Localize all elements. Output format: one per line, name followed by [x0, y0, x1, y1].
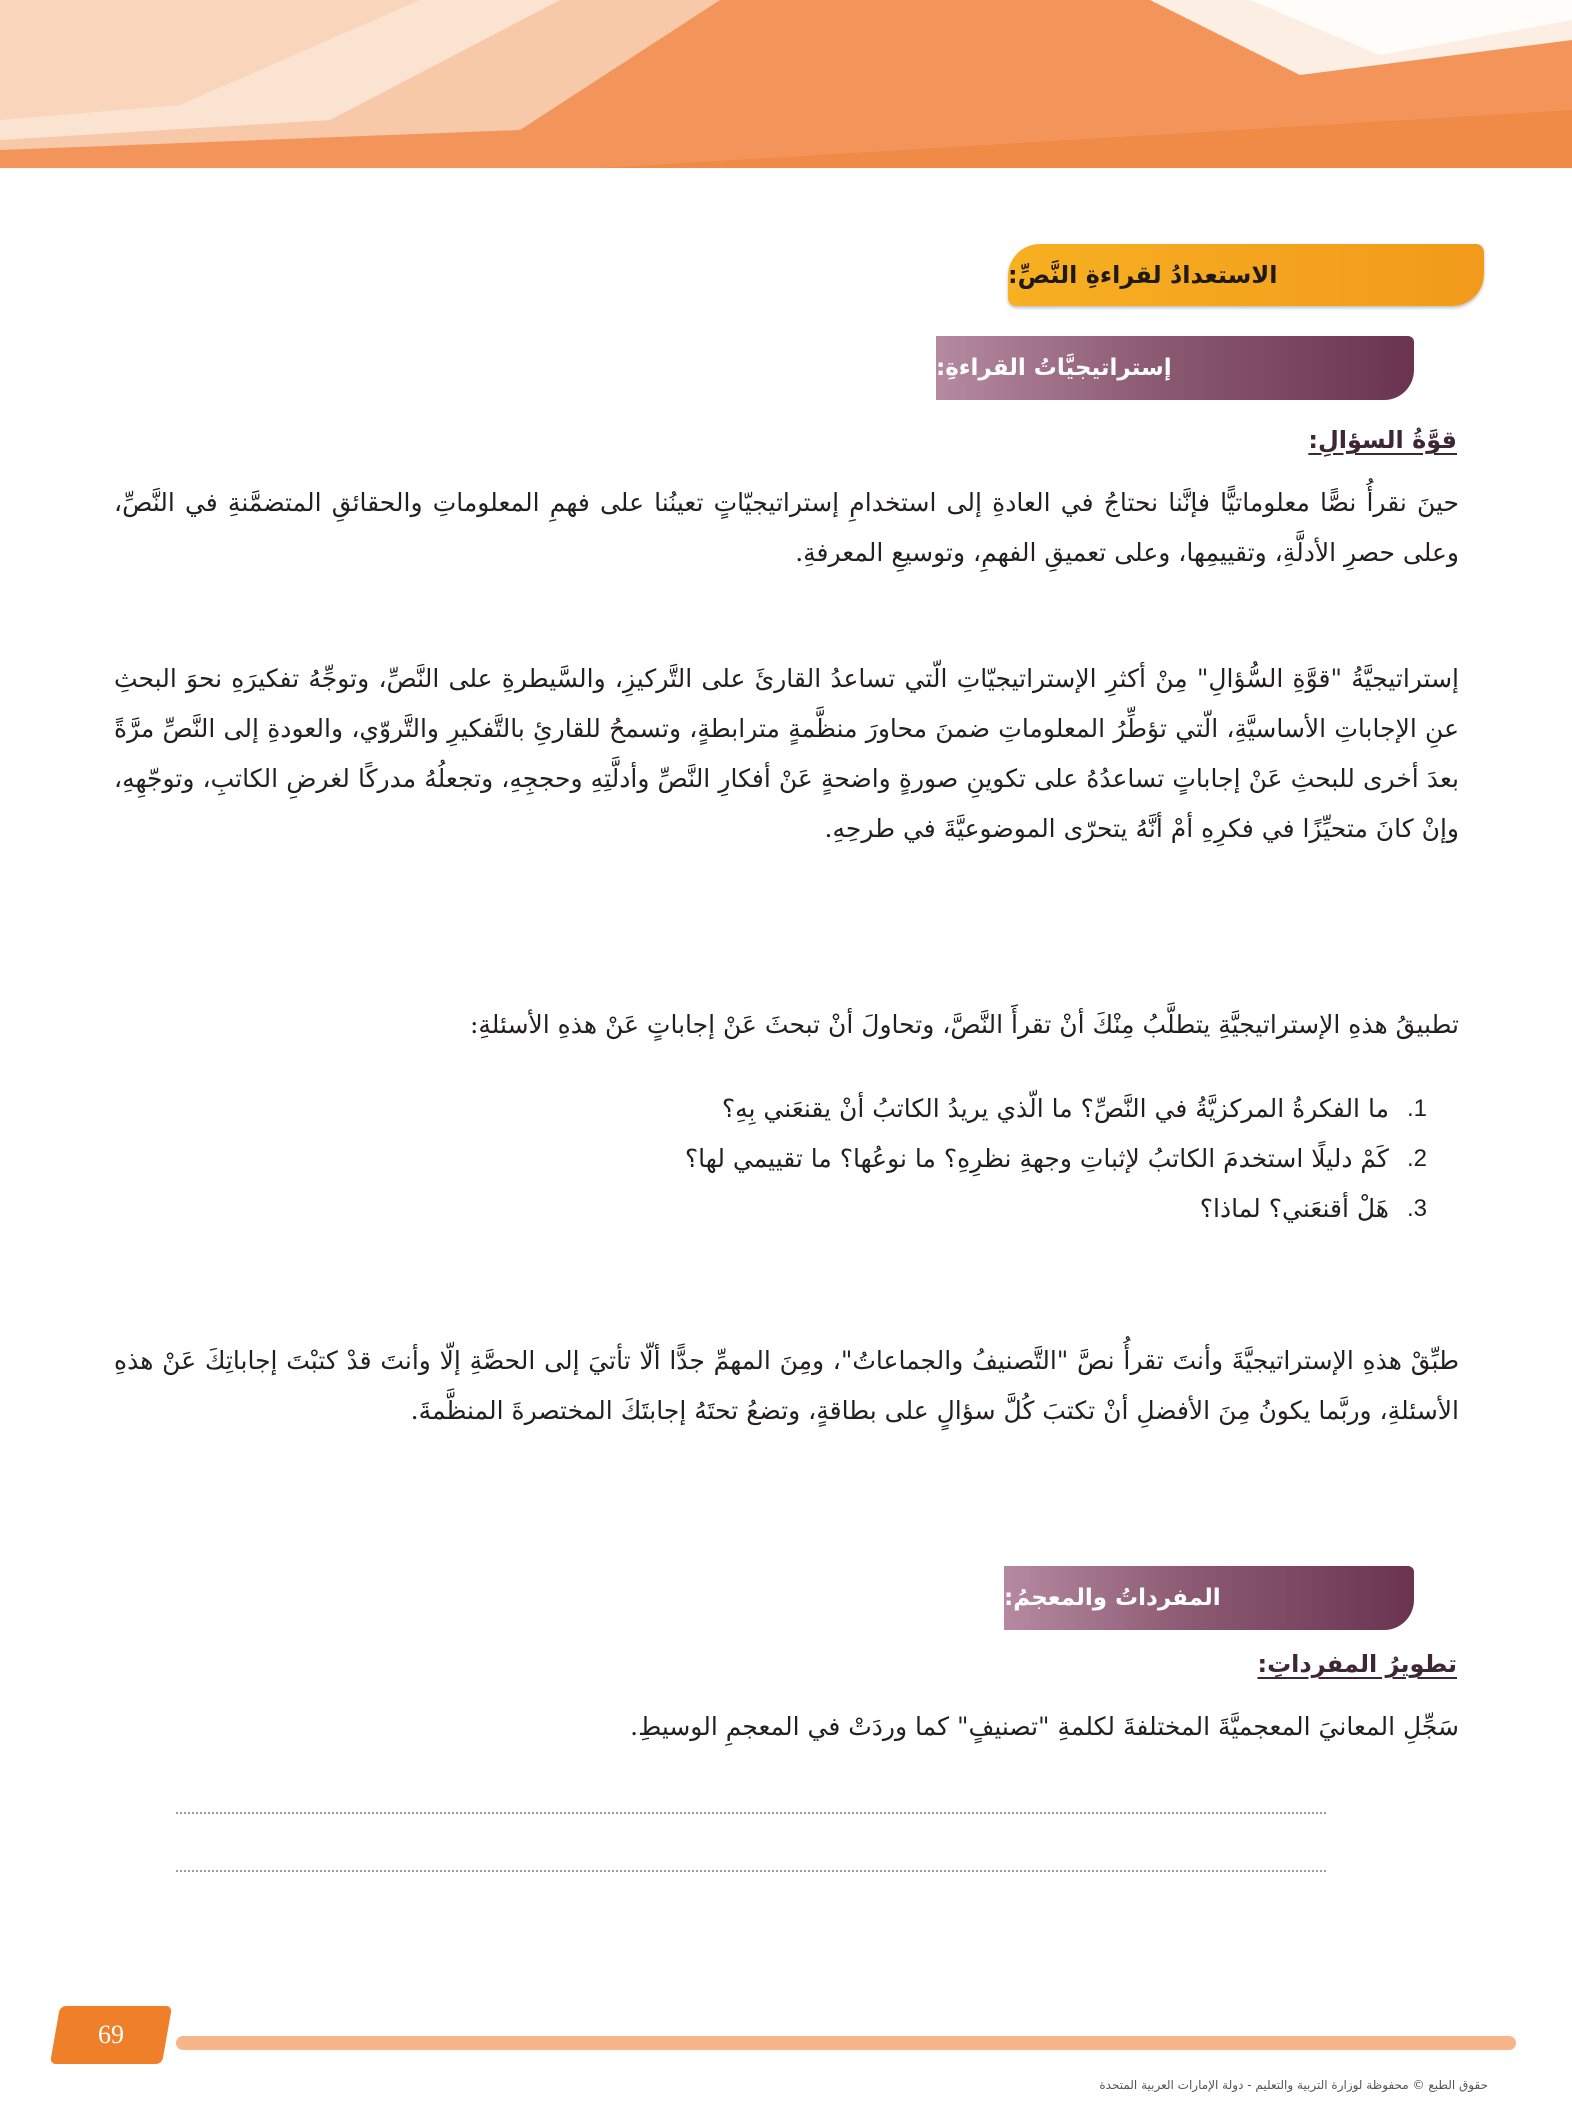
vocabulary-heading-bar — [1004, 1566, 1414, 1630]
strategies-heading: إستراتيجيَّاتُ القراءةِ: — [936, 355, 1172, 381]
page-number: 69 — [98, 2020, 124, 2049]
vocabulary-heading: المفرداتُ والمعجمُ: — [1004, 1585, 1221, 1611]
list-item — [227, 1134, 1427, 1184]
section-title-pill — [1008, 244, 1484, 306]
strategies-heading-bar — [936, 336, 1414, 400]
copyright-text: حقوق الطبع © محفوظة لوزارة التربية والتعليم - دولة الإمارات العربية المتحدة — [1099, 2078, 1488, 2092]
vocabulary-subheading: تطويرُ المفرداتِ: — [1257, 1650, 1457, 1678]
strategy-paragraph: إستراتيجيَّةُ "قوَّةِ السُّؤالِ" مِنْ أكثرِ الإستراتيجيّاتِ الّتي تساعدُ القارئَ على التَّركيزِ، والسَّيطرةِ على النَّصِّ، وتوجِّهُ تفكيرَهِ نحوَ البحثِ عنِ الإجاباتِ الأساسيَّةِ، الّتي تؤطِّرُ المعلوماتِ ضمنَ محاورَ منظَّمةٍ مترابطةٍ، وتسمحُ للقارئِ بالتَّفكيرِ والتَّروّي، والعودةِ إلى النَّصِّ مرَّةً بعدَ أخرى للبحثِ عَنْ إجاباتٍ تساعدُهُ على تكوينِ صورةٍ واضحةٍ عَنْ أفكارِ النَّصِّ وأدلَّتِهِ وحججِهِ، وتجعلُهُ مدركًا لغرضِ الكاتبِ، وتوجّهِهِ، وإنْ كانَ متحيِّزًا في فكرِهِ أمْ أنَّهُ يتحرّى الموضوعيَّةَ في طرحِهِ. — [114, 664, 1459, 843]
question-text: ما الفكرةُ المركزيَّةُ في النَّصِّ؟ ما الّذي يريدُ الكاتبُ أنْ يقنعَني بِهِ؟ — [721, 1094, 1389, 1123]
question-number: 3. — [1406, 1195, 1427, 1222]
page-number-box — [50, 2006, 172, 2064]
section-title: الاستعدادُ لقراءةِ النَّصِّ: — [1008, 261, 1278, 289]
vocabulary-instruction: سَجِّلِ المعانيَ المعجميَّةَ المختلفةَ لكلمةِ "تصنيفٍ" كما وردَتْ في المعجمِ الوسيطِ. — [630, 1712, 1459, 1741]
list-item — [227, 1084, 1427, 1134]
question-number: 1. — [1406, 1095, 1427, 1122]
question-text: كَمْ دليلًا استخدمَ الكاتبُ لإثباتِ وجهةِ نظرِهِ؟ ما نوعُها؟ ما تقييمي لها؟ — [684, 1144, 1389, 1173]
power-of-question-subheading: قوَّةُ السؤالِ: — [1308, 426, 1457, 454]
list-item — [227, 1184, 1427, 1234]
question-text: هَلْ أقنعَني؟ لماذا؟ — [1199, 1194, 1389, 1223]
answer-line[interactable] — [176, 1812, 1326, 1814]
answer-line[interactable] — [176, 1870, 1326, 1872]
header-band — [0, 0, 1572, 168]
application-paragraph: تطبيقُ هذهِ الإستراتيجيَّةِ يتطلَّبُ مِنْكَ أنْ تقرأَ النَّصَّ، وتحاولَ أنْ تبحثَ عَنْ إجاباتٍ عَنْ هذهِ الأسئلةِ: — [469, 1010, 1459, 1039]
question-number: 2. — [1406, 1145, 1427, 1172]
closing-paragraph: طبِّقْ هذهِ الإستراتيجيَّةَ وأنتَ تقرأُ نصَّ "التَّصنيفُ والجماعاتُ"، ومِنَ المهمِّ جدًّا ألّا تأتيَ إلى الحصَّةِ إلّا وأنتَ قدْ كتبْتَ إجاباتِكَ عَنْ هذهِ الأسئلةِ، وربَّما يكونُ مِنَ الأفضلِ أنْ تكتبَ كُلَّ سؤالٍ على بطاقةٍ، وتضعُ تحتَهُ إجابتَكَ المختصرةَ المنظَّمةَ. — [114, 1346, 1459, 1425]
footer-line — [176, 2036, 1516, 2050]
questions-list — [227, 1084, 1427, 1234]
intro-paragraph: حينَ نقرأُ نصًّا معلوماتيًّا فإنَّنا نحتاجُ في العادةِ إلى استخدامِ إستراتيجيّاتٍ تعينُنا على فهمِ المعلوماتِ والحقائقِ المتضمَّنةِ في النَّصِّ، وعلى حصرِ الأدلَّةِ، وتقييمِها، وعلى تعميقِ الفهمِ، وتوسيعِ المعرفةِ. — [114, 488, 1459, 567]
